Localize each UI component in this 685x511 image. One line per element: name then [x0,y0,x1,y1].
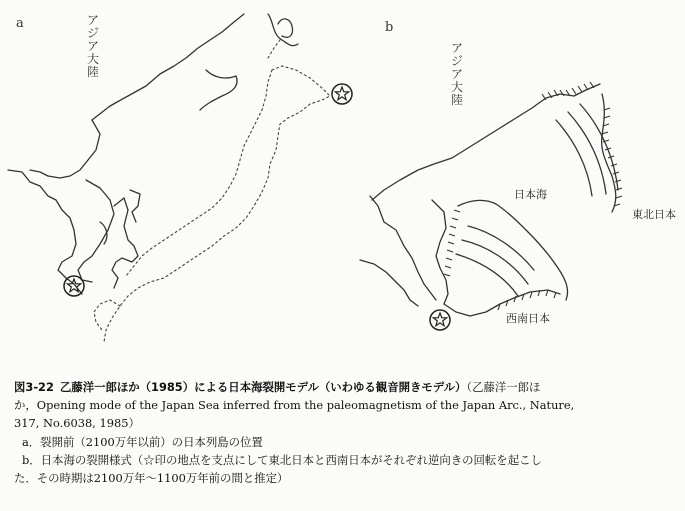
caption-line-3: 317, No.6038, 1985） [14,416,140,431]
japan-sw-solid-a [112,198,138,288]
continent-char: ア [86,39,99,53]
pivot-star-icon [430,310,450,330]
korea-coast-b [370,196,436,300]
asia-coastline-a [92,14,244,120]
ne-japan-arc-b [602,94,616,212]
figure-caption [14,378,682,487]
caption-item-a: a．裂開前（2100万年以前）の日本列島の位置 [22,434,263,449]
asia-coastline-b [372,84,600,200]
figure-number: 図3-22 [14,380,54,394]
sw-japan-arc-b [458,200,568,300]
caption-item-b-cont: た．その時期は2100万年〜1100万年前の間と推定） [14,471,289,486]
continent-char: ア [450,67,463,81]
panel-a-label: a [16,16,24,31]
caption-item-b: b．日本海の裂開様式（☆印の地点を支点にして東北日本と西南日本がそれぞれ逆向きの回転を起こし [22,452,542,467]
pivot-star-icon [332,84,352,104]
korea-peninsula-a [78,180,114,282]
figure-title: 乙藤洋一郎ほか（1985）による日本海裂開モデル（いわゆる観音開きモデル） [59,380,467,394]
northeast-japan-label: 東北日本 [632,208,676,221]
rotation-arc-sw [468,226,534,270]
continent-char: ア [450,41,463,55]
continent-char: ジ [450,54,463,68]
korea-coast-a [8,170,82,294]
korea-peninsula-b [432,200,448,304]
panel-b-label: b [385,20,394,35]
hokkaido-solid-a [278,19,293,37]
rotation-arc-ne [568,112,606,194]
rotation-arc-ne [556,120,592,196]
caption-source-prefix: （乙藤洋一郎ほ [466,380,541,394]
pivot-star-icon [64,276,84,296]
primorye-a [200,70,237,110]
caption-line-1 [14,378,682,396]
rotation-arc-sw [462,240,528,284]
continent-char: ア [86,13,99,27]
continent-char: 陸 [450,93,463,107]
rotation-arc-sw [456,254,518,296]
continent-char: 大 [86,52,99,66]
southwest-japan-label: 西南日本 [506,312,550,325]
caption-line-2: か，Opening mode of the Japan Sea inferred from the paleomagnetism of the Japan Arc., Nature, [14,398,575,413]
sea-of-japan-label: 日本海 [514,188,547,201]
continent-char: ジ [86,26,99,40]
continent-char: 大 [450,80,463,94]
continent-char: 陸 [86,65,99,79]
